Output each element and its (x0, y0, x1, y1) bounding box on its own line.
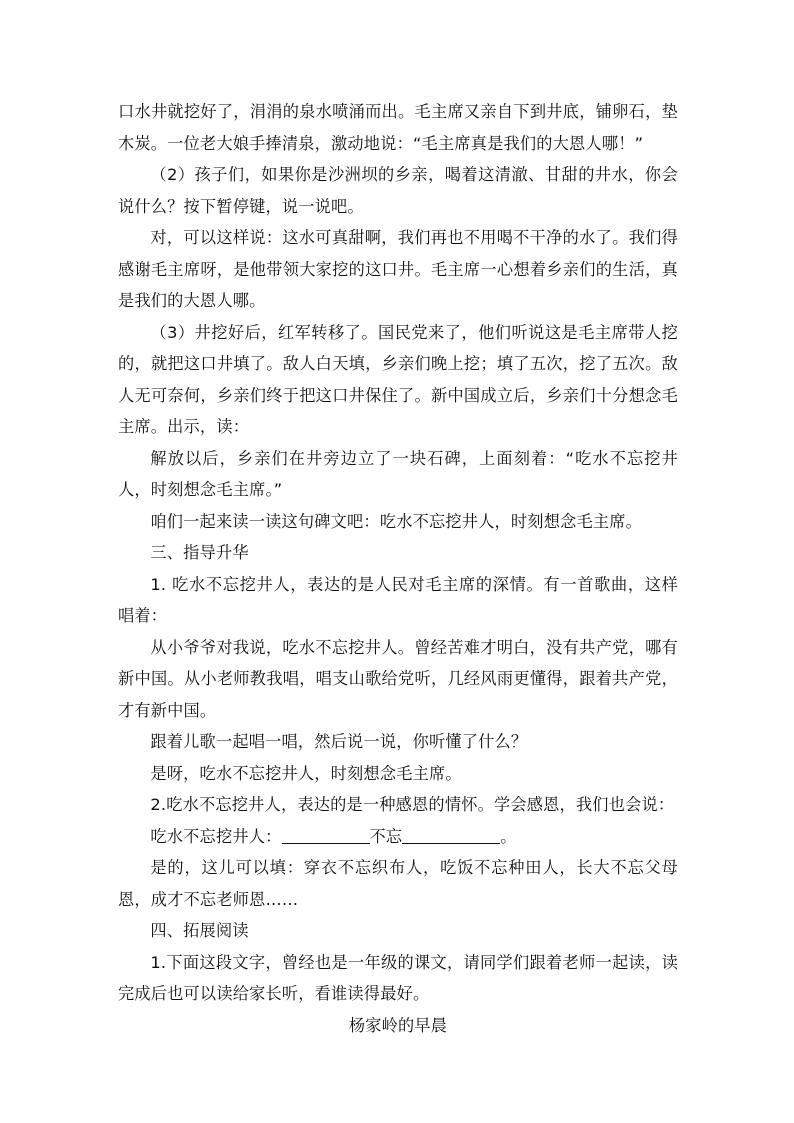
section-heading: 三、指导升华 (150, 543, 249, 562)
fill-blank-prefix: 吃水不忘挖井人： (150, 826, 282, 846)
paragraph: 是的，这儿可以填：穿衣不忘织布人，吃饭不忘种田人，长大不忘父母恩，成才不忘老师恩…… (118, 858, 678, 909)
paragraph: 对，可以这样说：这水可真甜啊，我们再也不用喝不干净的水了。我们得感谢毛主席呀，是他带领大家挖的这口井。毛主席一心想着乡亲们的生活，真是我们的大恩人哪。 (118, 228, 678, 310)
section-heading: 四、拓展阅读 (150, 921, 249, 940)
paragraph: 1.下面这段文字，曾经也是一年级的课文，请同学们跟着老师一起读，读完成后也可以读给家长听，看谁读得最好。 (118, 952, 678, 1003)
paragraph: 2.吃水不忘挖井人，表达的是一种感恩的情怀。学会感恩，我们也会说： (150, 795, 675, 814)
paragraph: （3）井挖好后，红军转移了。国民党来了，他们听说这是毛主席带人挖的，就把这口井填了。敌人白天填，乡亲们晚上挖；填了五次，挖了五次。敌人无可奈何，乡亲们终于把这口井保住了。新中国成立后，乡亲们十分想念毛主席。出示，读： (118, 322, 678, 436)
blank-line-2 (402, 825, 500, 844)
fill-blank-middle: 不忘 (369, 826, 403, 846)
paragraph: 口水井就挖好了，涓涓的泉水喷涌而出。毛主席又亲自下到井底，铺卵石，垫木炭。一位老大娘手捧清泉，激动地说：“毛主席真是我们的大恩人哪！” (118, 102, 678, 153)
text-title: 杨家岭的早晨 (348, 1015, 448, 1035)
fill-blank-end: 。 (500, 826, 517, 846)
paragraph: 解放以后，乡亲们在井旁边立了一块石碑，上面刻着：“吃水不忘挖井人，时刻想念毛主席。” (118, 448, 678, 499)
paragraph: （2）孩子们，如果你是沙洲坝的乡亲，喝着这清澈、甘甜的井水，你会说什么？按下暂停键，说一说吧。 (118, 165, 678, 216)
paragraph: 1. 吃水不忘挖井人，表达的是人民对毛主席的深情。有一首歌曲，这样唱着： (118, 574, 678, 625)
paragraph: 跟着儿歌一起唱一唱，然后说一说，你听懂了什么？ (150, 732, 528, 751)
fill-blank-line (118, 821, 678, 853)
paragraph: 咱们一起来读一读这句碑文吧：吃水不忘挖井人，时刻想念毛主席。 (150, 511, 643, 531)
document-body (118, 96, 678, 1041)
paragraph: 是呀，吃水不忘挖井人，时刻想念毛主席。 (150, 763, 462, 783)
song-lyrics: 从小爷爷对我说，吃水不忘挖井人。曾经苦难才明白，没有共产党，哪有新中国。从小老师教我唱，唱支山歌给党听，几经风雨更懂得，跟着共产党，才有新中国。 (118, 637, 678, 720)
blank-line-1 (282, 825, 370, 844)
